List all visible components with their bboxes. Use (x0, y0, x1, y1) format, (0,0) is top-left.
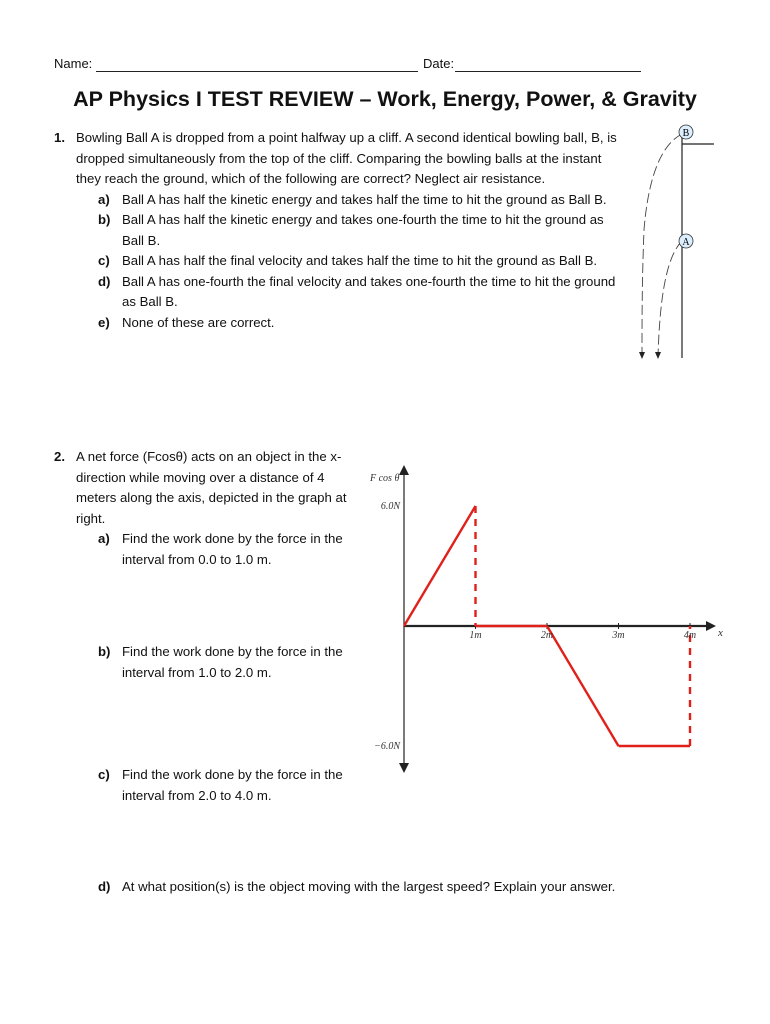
y-tick-label: 6.0N (380, 501, 400, 512)
question-stem: Bowling Ball A is dropped from a point halfway up a cliff. A second identical bowling ball, B, is dropped simultaneously from the top of the cliff. Comparing the bowling balls at the instant they reach the ground, which of the following are correct? Neglect air resistance. (76, 130, 617, 186)
x-tick-label: 3m (612, 630, 625, 641)
option-text: None of these are correct. (122, 314, 275, 330)
question-number: 1. (54, 130, 65, 145)
x-axis-label: x (718, 627, 723, 639)
force-graph (340, 455, 740, 785)
part-text: At what position(s) is the object moving with the largest speed? Explain your answer. (122, 879, 616, 894)
option-text: Ball A has half the kinetic energy and takes one-fourth the time to hit the ground as Ball B. (122, 212, 604, 248)
date-blank-line[interactable] (455, 71, 641, 72)
trajectory-a (658, 241, 682, 356)
part-letter: b) (98, 644, 111, 659)
series-segment (547, 626, 619, 746)
x-axis-arrow (706, 621, 716, 631)
option-text: Ball A has one-fourth the final velocity and takes one-fourth the time to hit the ground as Ball B. (122, 273, 616, 309)
y-axis-label: F cos θ (370, 473, 400, 484)
y-axis-arrow-down (399, 763, 409, 773)
option-letter: d) (98, 273, 111, 289)
page-title: AP Physics I TEST REVIEW – Work, Energy, Power, & Gravity (73, 87, 697, 111)
part-c (98, 765, 348, 806)
part-d (98, 877, 698, 898)
option-b (54, 210, 624, 251)
option-letter: a) (98, 191, 110, 207)
trajectory-b (642, 134, 682, 356)
option-text: Ball A has half the final velocity and takes half the time to hit the ground as Ball B. (122, 253, 598, 268)
question-1 (54, 128, 624, 333)
option-text: Ball A has half the kinetic energy and takes half the time to hit the ground as Ball B. (122, 191, 607, 207)
part-text: Find the work done by the force in the interval from 0.0 to 1.0 m. (122, 531, 343, 567)
name-label: Name: (54, 56, 93, 71)
date-label: Date: (423, 56, 455, 71)
x-tick-label: 1m (469, 630, 482, 641)
option-letter: c) (98, 253, 110, 268)
part-letter: c) (98, 767, 110, 782)
x-tick-label: 4m (683, 630, 697, 641)
option-letter: b) (98, 212, 111, 227)
question-stem: A net force (Fcosθ) acts on an object in the x-direction while moving over a distance of 4 meters along the axis, depicted in the graph at right. (76, 449, 347, 526)
option-e (54, 313, 624, 334)
option-letter: e) (98, 314, 110, 330)
question-2 (54, 447, 354, 529)
ball-b-label: B (682, 128, 690, 139)
x-tick-label: 2m (540, 630, 554, 641)
part-text: Find the work done by the force in the interval from 1.0 to 2.0 m. (122, 644, 343, 680)
series-segment (404, 506, 476, 626)
arrowhead-b (639, 352, 645, 359)
option-a (54, 190, 624, 211)
y-axis-arrow-up (399, 465, 409, 475)
ball-a-label: A (682, 237, 690, 248)
y-tick-label: −6.0N (374, 741, 400, 752)
part-a (98, 529, 348, 570)
part-letter: d) (98, 879, 111, 894)
part-text: Find the work done by the force in the interval from 2.0 to 4.0 m. (122, 767, 343, 803)
part-letter: a) (98, 531, 110, 546)
cliff-figure (630, 120, 720, 365)
question-number: 2. (54, 449, 65, 464)
name-blank-line[interactable] (96, 71, 418, 72)
option-c (54, 251, 624, 272)
option-d (54, 272, 624, 313)
arrowhead-a (655, 352, 661, 359)
part-b (98, 642, 348, 683)
